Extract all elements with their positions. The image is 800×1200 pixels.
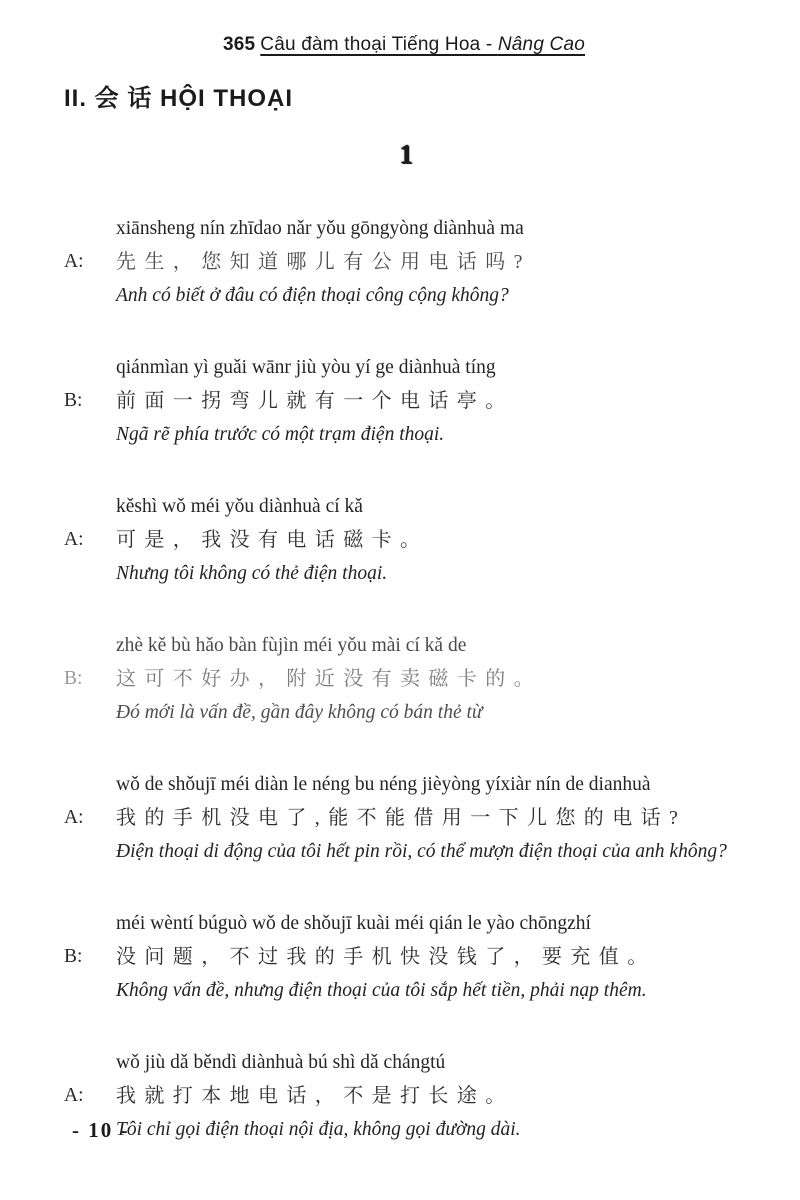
hanzi-row: [64, 940, 744, 974]
vietnamese-line: Không vấn đề, nhưng điện thoại của tôi sắp hết tiền, phải nạp thêm.: [116, 980, 647, 1001]
dialogue-block-7: [64, 1046, 744, 1146]
hanzi-row: [64, 801, 744, 835]
pinyin-line: wǒ de shǒujī méi diàn le néng bu néng jièyòng yíxiàr nín de dianhuà: [116, 774, 651, 795]
hanzi-line: 可是，我没有电话磁卡。: [116, 529, 429, 551]
hanzi-line: 我的手机没电了,能不能借用一下儿您的电话?: [116, 807, 687, 829]
hanzi-row: [64, 662, 744, 696]
hanzi-line: 这可不好办，附近没有卖磁卡的。: [116, 668, 542, 690]
pinyin-line: qiánmìan yì guǎi wānr jiù yòu yí ge diànhuà tíng: [116, 357, 496, 378]
dialogue-block-5: [64, 768, 744, 868]
hanzi-line: 没问题，不过我的手机快没钱了，要充值。: [116, 946, 656, 968]
pinyin-line: kěshì wǒ méi yǒu diànhuà cí kǎ: [116, 496, 363, 517]
pinyin-line: xiānsheng nín zhīdao nǎr yǒu gōngyòng diànhuà ma: [116, 218, 524, 239]
speaker-label: A:: [64, 1085, 84, 1106]
section-heading: II. 会 话 HỘI THOẠI: [64, 85, 294, 112]
vietnamese-line: Ngã rẽ phía trước có một trạm điện thoại.: [116, 424, 445, 445]
hanzi-line: 先生，您知道哪儿有公用电话吗?: [116, 251, 531, 273]
vietnamese-line: Tôi chỉ gọi điện thoại nội địa, không gọi đường dài.: [116, 1119, 521, 1140]
hanzi-row: [64, 523, 744, 557]
pinyin-line: méi wèntí búguò wǒ de shǒujī kuài méi qián le yào chōngzhí: [116, 913, 591, 934]
book-number: 365: [222, 34, 256, 55]
speaker-label: B:: [64, 946, 83, 967]
pinyin-line: wǒ jiù dǎ běndì diànhuà bú shì dǎ chángtú: [116, 1052, 446, 1073]
book-title-subtitle: Nâng Cao: [497, 34, 586, 55]
dialogue-block-6: [64, 907, 744, 1007]
speaker-label: B:: [64, 668, 83, 689]
dialogue-block-2: [64, 351, 744, 451]
dialogue-block-1: [64, 212, 744, 312]
dialogue-block-3: [64, 490, 744, 590]
vietnamese-line: Điện thoại di động của tôi hết pin rồi, có thể mượn điện thoại của anh không?: [116, 841, 727, 862]
dialogue-number: 1: [399, 139, 413, 169]
pinyin-line: zhè kě bù hǎo bàn fùjìn méi yǒu mài cí kǎ de: [116, 635, 467, 656]
running-head: [64, 34, 744, 56]
vietnamese-line: Anh có biết ở đâu có điện thoại công cộng không?: [116, 285, 509, 306]
dialogue-block-4: [64, 629, 744, 729]
page-number: - 10 -: [72, 1118, 130, 1142]
speaker-label: A:: [64, 251, 84, 272]
hanzi-row: [64, 384, 744, 418]
hanzi-row: [64, 1079, 744, 1113]
book-title: Câu đàm thoại Tiếng Hoa - Nâng Cao: [260, 34, 586, 55]
speaker-label: B:: [64, 390, 83, 411]
hanzi-row: [64, 245, 744, 279]
vietnamese-line: Nhưng tôi không có thẻ điện thoại.: [116, 563, 388, 584]
hanzi-line: 我就打本地电话，不是打长途。: [116, 1085, 514, 1107]
hanzi-line: 前面一拐弯儿就有一个电话亭。: [116, 390, 514, 412]
speaker-label: A:: [64, 807, 84, 828]
vietnamese-line: Đó mới là vấn đề, gần đây không có bán thẻ từ: [116, 702, 483, 723]
speaker-label: A:: [64, 529, 84, 550]
